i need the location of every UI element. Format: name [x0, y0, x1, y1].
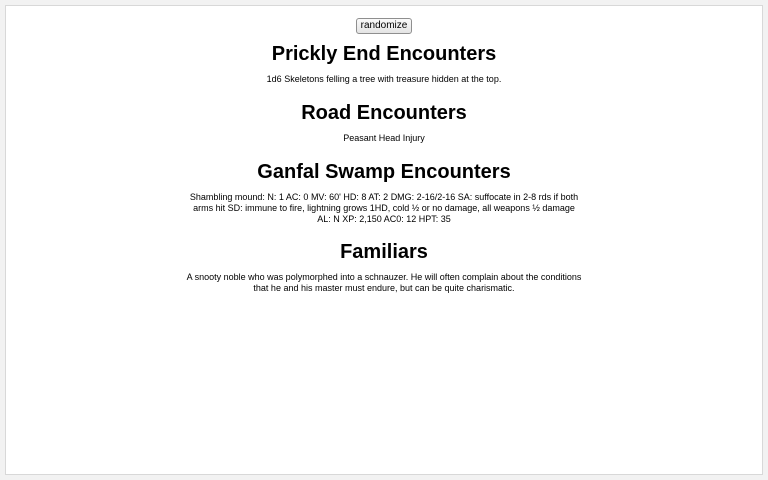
section-text: Shambling mound: N: 1 AC: 0 MV: 60' HD: 8 AT: 2 DMG: 2-16/2-16 SA: suffocate in 2-8 rds if both arms hit SD: immune to fire, lightning grows 1HD, cold ½ or no damage, all weapons ½ damage AL: N XP: 2,150 AC0: 12 HPT: 35 — [189, 192, 579, 224]
page-content — [5, 5, 763, 475]
familiars-section — [6, 240, 762, 294]
section-text: A snooty noble who was polymorphed into a schnauzer. He will often complain about the conditions that he and his master must endure, but can be quite charismatic. — [186, 272, 582, 293]
section-heading: Road Encounters — [301, 102, 467, 124]
section-text: 1d6 Skeletons felling a tree with treasure hidden at the top. — [266, 74, 502, 84]
section-heading: Prickly End Encounters — [271, 43, 497, 65]
prickly-end-encounters-section — [6, 42, 762, 85]
section-heading: Ganfal Swamp Encounters — [257, 161, 511, 183]
road-encounters-section — [6, 101, 762, 144]
randomize-button-container — [6, 15, 762, 34]
ganfal-swamp-encounters-section — [6, 160, 762, 225]
section-heading: Familiars — [340, 241, 428, 263]
section-text: Peasant Head Injury — [343, 133, 425, 143]
randomize-button[interactable]: randomize — [356, 18, 413, 34]
